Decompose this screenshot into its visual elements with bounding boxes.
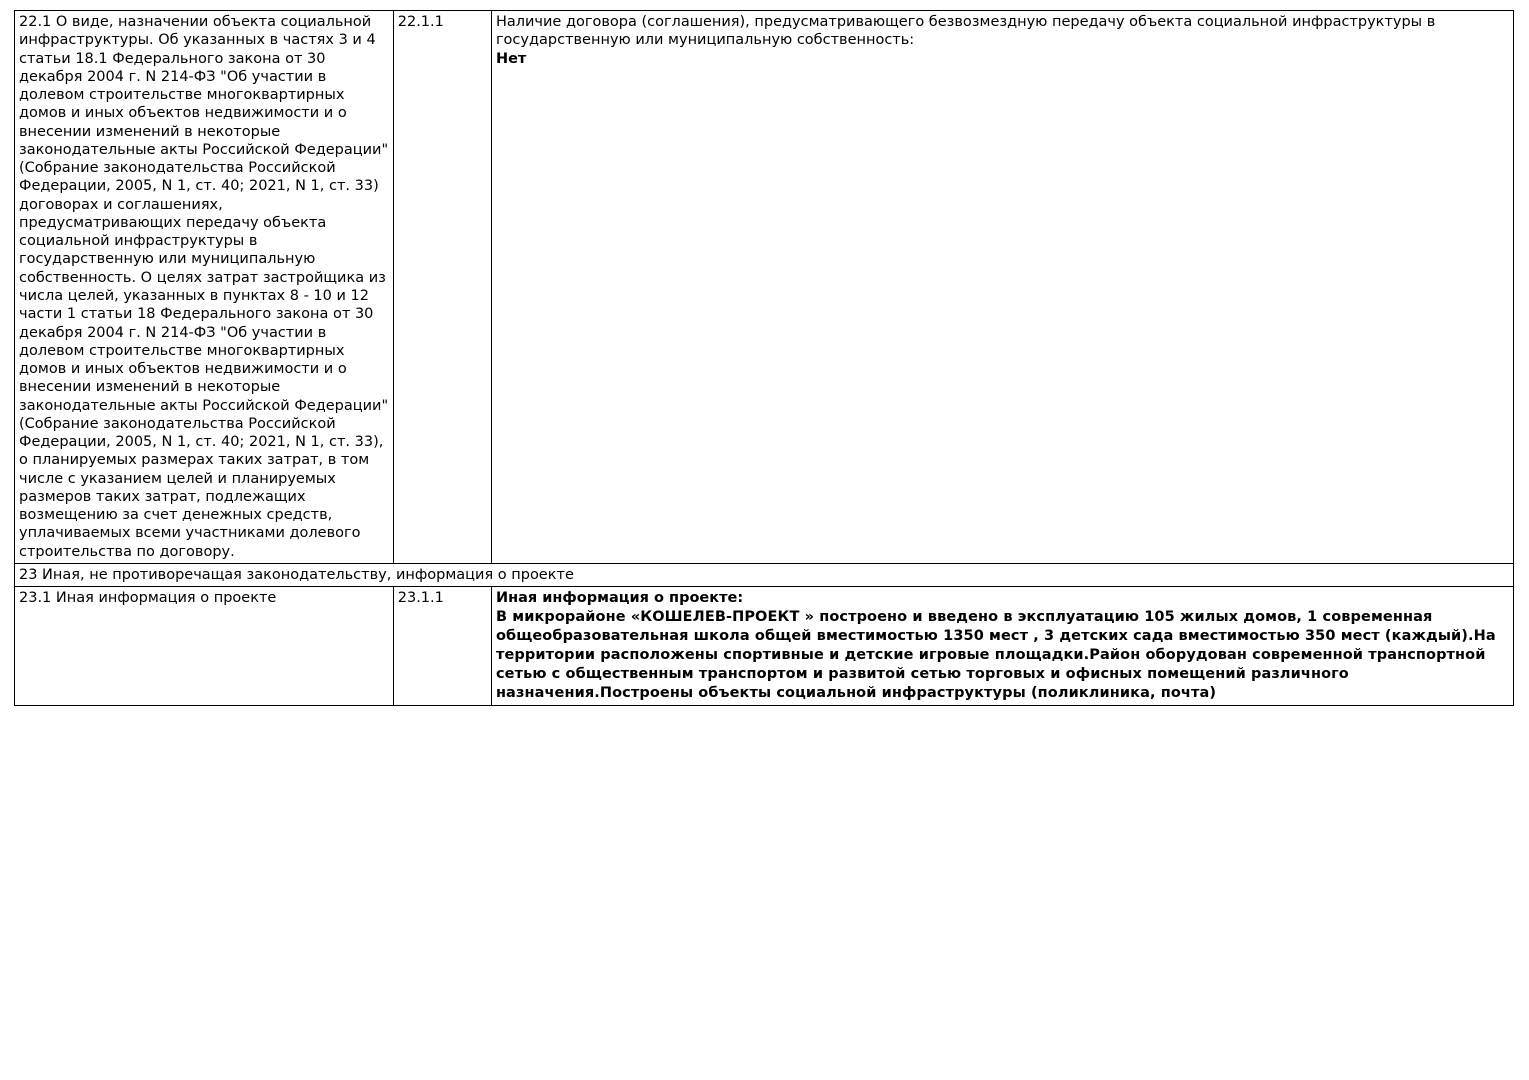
row-description-23-1: 23.1 Иная информация о проекте [15, 587, 394, 706]
answer-value-22-1-1: Нет [495, 50, 527, 67]
project-declaration-table [14, 10, 1514, 706]
row-answer-cell-22-1-1 [491, 11, 1513, 564]
row-answer-cell-23-1-1 [491, 587, 1513, 706]
row-description-22-1: 22.1 О виде, назначении объекта социальной инфраструктуры. Об указанных в частях 3 и 4 статьи 18.1 Федерального закона от 30 декабря 2004 г. N 214-ФЗ "Об участии в долевом строительстве многоквартирных домов и иных объектов недвижимости и о внесении изменений в некоторые законодательные акты Российской Федерации" (Собрание законодательства Российской Федерации, 2005, N 1, ст. 40; 2021, N 1, ст. 33) договорах и соглашениях, предусматривающих передачу объекта социальной инфраструктуры в государственную или муниципальную собственность. О целях затрат застройщика из числа целей, указанных в пунктах 8 - 10 и 12 части 1 статьи 18 Федерального закона от 30 декабря 2004 г. N 214-ФЗ "Об участии в долевом строительстве многоквартирных домов и иных объектов недвижимости и о внесении изменений в некоторые законодательные акты Российской Федерации" (Собрание законодательства Российской Федерации, 2005, N 1, ст. 40; 2021, N 1, ст. 33), о планируемых размерах таких затрат, в том числе с указанием целей и планируемых размеров таких затрат, подлежащих возмещению за счет денежных средств, уплачиваемых всеми участниками долевого строительства по договору. [15, 11, 394, 564]
answer-value-23-1-1: В микрорайоне «КОШЕЛЕВ-ПРОЕКТ » построено и введено в эксплуатацию 105 жилых домов, 1 современная общеобразовательная школа общей вместимостью 1350 мест , 3 детских сада вместимостью 350 мест (каждый).На территории расположены спортивные и детские игровые площадки.Район оборудован современной транспортной сетью с общественным транспортом и развитой сетью торговых и офисных помещений различного назначения.Построены объекты социальной инфраструктуры (поликлиника, почта) [495, 608, 1496, 701]
question-text-22-1-1: Наличие договора (соглашения), предусматривающего безвозмездную передачу объекта социальной инфраструктуры в государственную или муниципальную собственность: [495, 14, 1436, 49]
table-row [15, 11, 1514, 564]
section-title-23: 23 Иная, не противоречащая законодательству, информация о проекте [15, 563, 1514, 586]
row-number-22-1-1: 22.1.1 [393, 11, 491, 564]
row-number-23-1-1: 23.1.1 [393, 587, 491, 706]
table-row [15, 587, 1514, 706]
question-text-23-1-1: Иная информация о проекте: [495, 590, 744, 607]
table-row-section [15, 563, 1514, 586]
